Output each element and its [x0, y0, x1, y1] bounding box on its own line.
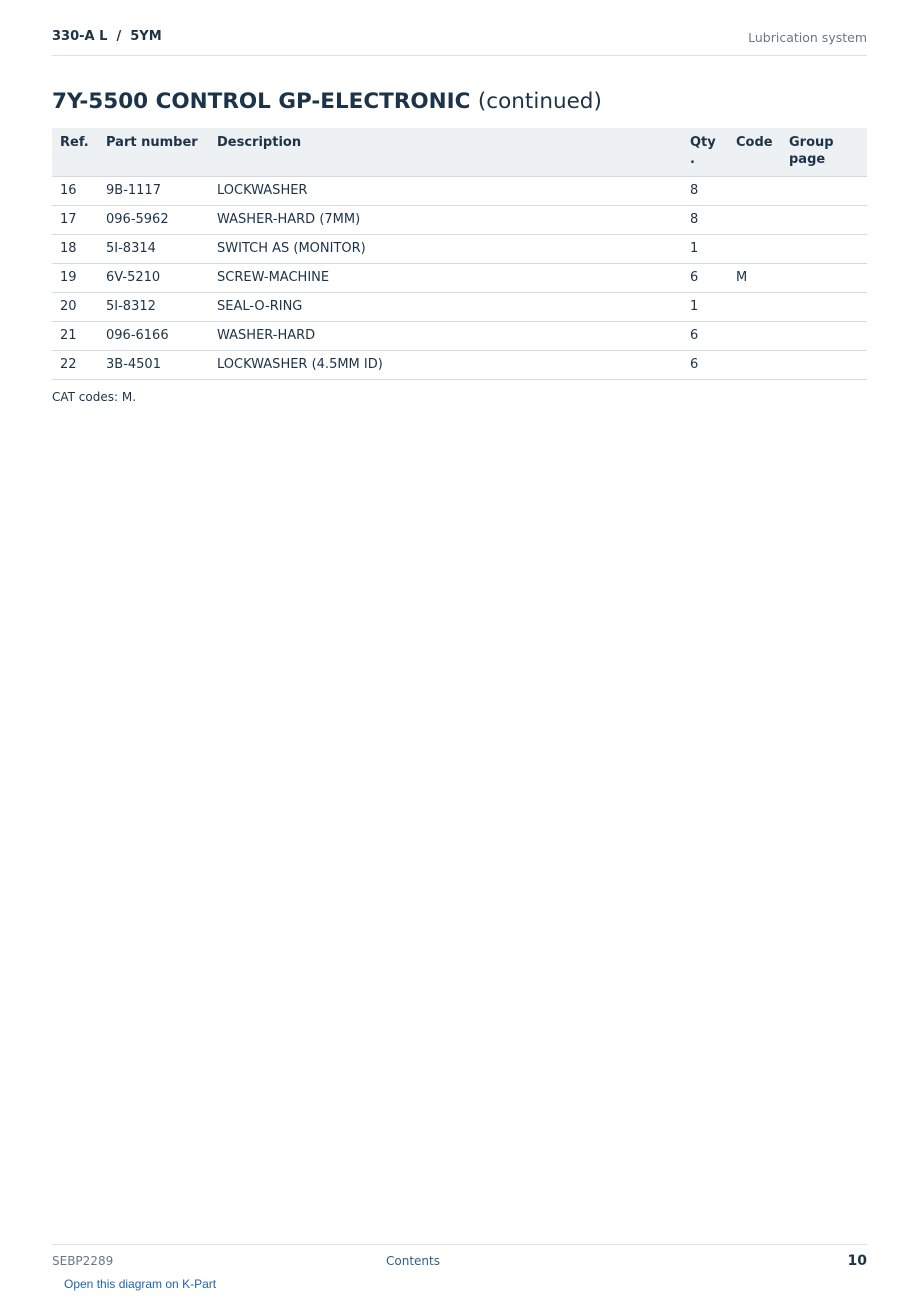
cell-code: [728, 234, 781, 263]
col-group-page: Group page: [781, 128, 867, 176]
cell-code: [728, 350, 781, 379]
cell-group-page: [781, 263, 867, 292]
cell-group-page: [781, 234, 867, 263]
page-footer: [52, 1244, 867, 1301]
page-title: [52, 89, 602, 114]
table-row: [52, 176, 867, 205]
cell-qty: 1: [682, 234, 728, 263]
cell-description: SEAL-O-RING: [209, 292, 682, 321]
cell-part-number: 9B-1117: [98, 176, 209, 205]
col-description: Description: [209, 128, 682, 176]
col-part-number: Part number: [98, 128, 209, 176]
cell-ref: 19: [52, 263, 98, 292]
table-row: [52, 292, 867, 321]
cell-description: LOCKWASHER (4.5MM ID): [209, 350, 682, 379]
parts-table: [52, 128, 867, 380]
col-qty: Qty .: [682, 128, 728, 176]
cell-description: LOCKWASHER: [209, 176, 682, 205]
table-row: [52, 263, 867, 292]
title-suffix: (continued): [477, 89, 602, 114]
model-label: 330-A L / 5YM: [52, 29, 162, 44]
cell-ref: 20: [52, 292, 98, 321]
cell-ref: 22: [52, 350, 98, 379]
cell-ref: 18: [52, 234, 98, 263]
cell-part-number: 096-6166: [98, 321, 209, 350]
page-number: 10: [847, 1253, 867, 1269]
table-row: [52, 234, 867, 263]
table-row: [52, 321, 867, 350]
cell-part-number: 5I-8314: [98, 234, 209, 263]
cell-part-number: 3B-4501: [98, 350, 209, 379]
document-number: SEBP2289: [52, 1254, 114, 1268]
cell-code: [728, 321, 781, 350]
cell-group-page: [781, 350, 867, 379]
cell-group-page: [781, 176, 867, 205]
cell-part-number: 096-5962: [98, 205, 209, 234]
col-ref: Ref.: [52, 128, 98, 176]
table-row: [52, 350, 867, 379]
cell-part-number: 6V-5210: [98, 263, 209, 292]
cell-qty: 6: [682, 263, 728, 292]
cell-code: [728, 292, 781, 321]
col-code: Code: [728, 128, 781, 176]
cell-part-number: 5I-8312: [98, 292, 209, 321]
cell-qty: 8: [682, 176, 728, 205]
cell-group-page: [781, 205, 867, 234]
page-header: [52, 29, 867, 56]
title-main: 7Y-5500 CONTROL GP-ELECTRONIC: [52, 89, 471, 114]
cell-description: SWITCH AS (MONITOR): [209, 234, 682, 263]
cell-ref: 21: [52, 321, 98, 350]
cell-code: [728, 176, 781, 205]
contents-link[interactable]: Contents: [386, 1254, 440, 1268]
section-label: Lubrication system: [748, 30, 867, 45]
cell-code: [728, 205, 781, 234]
cell-group-page: [781, 321, 867, 350]
cell-qty: 8: [682, 205, 728, 234]
cell-description: WASHER-HARD: [209, 321, 682, 350]
cell-group-page: [781, 292, 867, 321]
table-row: [52, 205, 867, 234]
kpart-diagram-link[interactable]: Open this diagram on K-Part: [64, 1277, 217, 1291]
cell-ref: 16: [52, 176, 98, 205]
cell-description: SCREW-MACHINE: [209, 263, 682, 292]
cat-codes-note: CAT codes: M.: [52, 390, 137, 404]
cell-qty: 1: [682, 292, 728, 321]
table-header-row: [52, 128, 867, 176]
cell-code: M: [728, 263, 781, 292]
cell-qty: 6: [682, 321, 728, 350]
cell-description: WASHER-HARD (7MM): [209, 205, 682, 234]
cell-qty: 6: [682, 350, 728, 379]
cell-ref: 17: [52, 205, 98, 234]
